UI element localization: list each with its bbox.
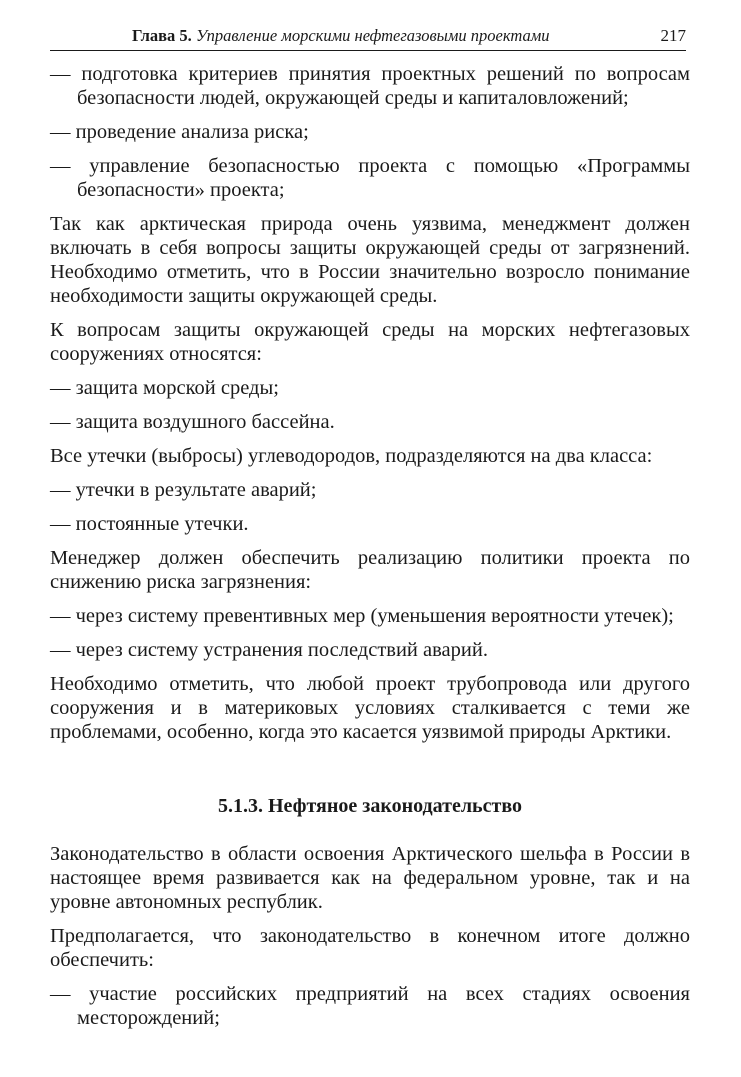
paragraph: Так как арктическая природа очень уязвима, менеджмент должен включать в себя вопросы защиты окружающей среды от загрязнений. Необходимо отметить, что в России значительно возросло понимание необходимости защиты окружающей среды. bbox=[50, 213, 690, 307]
list-item: — через систему устранения последствий аварий. bbox=[50, 639, 488, 661]
chapter-topic: Управление морскими нефтегазовыми проектами bbox=[195, 26, 550, 45]
running-header bbox=[50, 18, 686, 51]
section-heading: 5.1.3. Нефтяное законодательство bbox=[217, 795, 522, 817]
list-item: — управление безопасностью проекта с помощью «Программы безопасности» проекта; bbox=[50, 155, 690, 201]
list-item: — подготовка критериев принятия проектных решений по вопросам безопасности людей, окружающей среды и капиталовложений; bbox=[50, 63, 690, 109]
paragraph: Законодательство в области освоения Арктического шельфа в России в настоящее время развивается как на федеральном уровне, так и на уровне автономных республик. bbox=[50, 843, 690, 913]
paragraph: Необходимо отметить, что любой проект трубопровода или другого сооружения и в материковых условиях сталкивается с теми же проблемами, особенно, когда это касается уязвимой природы Арктики. bbox=[50, 673, 690, 743]
chapter-label: Глава 5. bbox=[132, 26, 192, 45]
page-number: 217 bbox=[660, 26, 686, 45]
paragraph: Менеджер должен обеспечить реализацию политики проекта по снижению риска загрязнения: bbox=[50, 547, 690, 593]
list-item: — проведение анализа риска; bbox=[50, 121, 309, 143]
paragraph: Предполагается, что законодательство в конечном итоге должно обеспечить: bbox=[50, 925, 690, 971]
paragraph: Все утечки (выбросы) углеводородов, подразделяются на два класса: bbox=[50, 445, 653, 467]
list-item: — участие российских предприятий на всех стадиях освоения месторождений; bbox=[50, 983, 690, 1029]
list-item: — утечки в результате аварий; bbox=[50, 479, 317, 501]
list-item: — защита воздушного бассейна. bbox=[50, 411, 335, 433]
header-title bbox=[132, 26, 550, 46]
list-item: — через систему превентивных мер (уменьшения вероятности утечек); bbox=[50, 605, 674, 627]
list-item: — постоянные утечки. bbox=[50, 513, 249, 535]
paragraph: К вопросам защиты окружающей среды на морских нефтегазовых сооружениях относятся: bbox=[50, 319, 690, 365]
page-content bbox=[50, 62, 690, 1040]
list-item: — защита морской среды; bbox=[50, 377, 279, 399]
